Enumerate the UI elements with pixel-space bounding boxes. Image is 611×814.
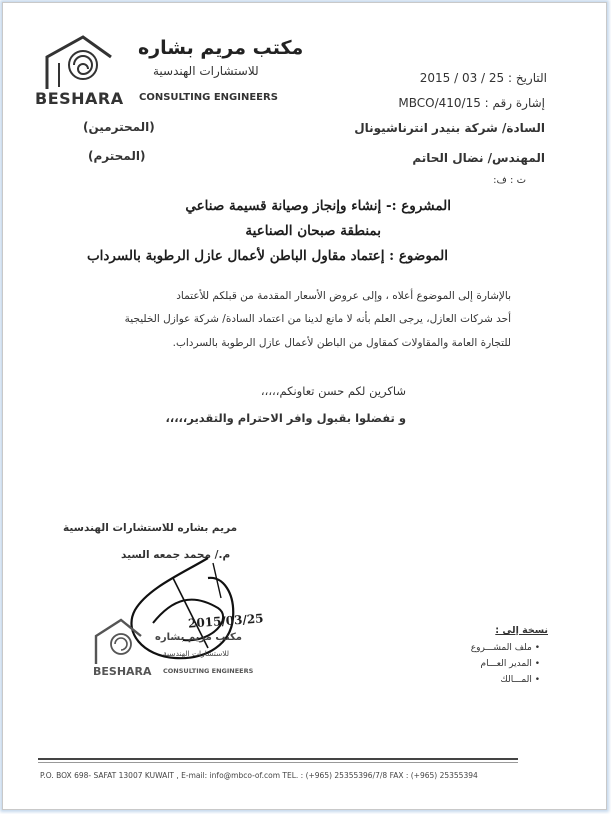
- footer-rule-thin: [38, 762, 518, 763]
- stamp-name-ar: مكتب مريم بشاره: [155, 632, 242, 643]
- letterhead-name-en: BESHARA: [35, 89, 124, 108]
- honorific-singular: (المحترم): [88, 149, 146, 163]
- signature-engineer: م./ محمد جمعه السيد: [121, 549, 231, 561]
- body-line-2: أحد شركات العازل، يرجى العلم بأنه لا مانع لدينا من اعتماد السادة/ شركة عوازل الخليجية: [124, 313, 511, 325]
- body-line-1: بالإشارة إلى الموضوع أعلاه ، وإلى عروض الأسعار المقدمة من قبلكم للأعتماد: [176, 290, 511, 302]
- house-logo-icon: [43, 35, 135, 91]
- letter-date: التاريخ : 25 / 03 / 2015: [419, 71, 547, 85]
- signature-office: مريم بشاره للاستشارات الهندسية: [63, 522, 238, 534]
- letterhead-subtitle-en: CONSULTING ENGINEERS: [139, 92, 278, 103]
- reference-number: إشارة رقم : MBCO/410/15: [398, 96, 545, 110]
- project-line-1: المشروع :- إنشاء وإنجاز وصيانة قسيمة صناعي: [185, 198, 451, 214]
- body-line-3: للتجارة العامة والمقاولات كمقاول من الباطن لأعمال عازل الرطوبة بالسرداب.: [172, 337, 511, 349]
- copy-to-item: • المدير العـــام: [480, 659, 540, 669]
- letterhead-subtitle-ar: للاستشارات الهندسية: [153, 64, 259, 78]
- subject-topic: الموضوع : إعتماد مقاول الباطن لأعمال عازل الرطوبة بالسرداب: [86, 248, 448, 264]
- addressee-company: السادة/ شركة بنيدر انترناشيونال: [354, 121, 545, 135]
- stamp-subtitle-ar: للاستشارات الهندسية: [163, 649, 230, 658]
- handwritten-date: 2015/03/25: [187, 611, 264, 631]
- footer-contact: P.O. BOX 698- SAFAT 13007 KUWAIT , E-mail: info@mbco-of.com TEL. : (+965) 25355396/7/8 FAX : (+965) 25355394: [40, 771, 478, 780]
- letterhead-name-ar: مكتب مريم بشاره: [138, 37, 304, 59]
- honorific-plural: (المحترمين): [83, 120, 155, 134]
- attention-line: ت : ف:: [493, 175, 526, 186]
- letter-page: [2, 2, 607, 810]
- addressee-engineer: المهندس/ نضال الحاتم: [412, 151, 545, 165]
- closing-regards: و تفضلوا بقبول وافر الاحترام والتقدير،،،،،: [165, 411, 406, 425]
- stamp-house-icon: [93, 616, 153, 666]
- stamp-subtitle-en: CONSULTING ENGINEERS: [163, 667, 254, 675]
- copy-to-item: • المـــالك: [500, 675, 540, 685]
- project-line-2: بمنطقة صبحان الصناعية: [245, 223, 381, 239]
- copy-to-item: • ملف المشـــروع: [470, 643, 540, 653]
- stamp-name-en: BESHARA: [93, 665, 152, 678]
- copy-to-heading: نسخة إلى :: [495, 625, 548, 636]
- closing-thanks: شاكرين لكم حسن تعاونكم،،،،،: [260, 384, 406, 398]
- footer-rule: [38, 758, 518, 760]
